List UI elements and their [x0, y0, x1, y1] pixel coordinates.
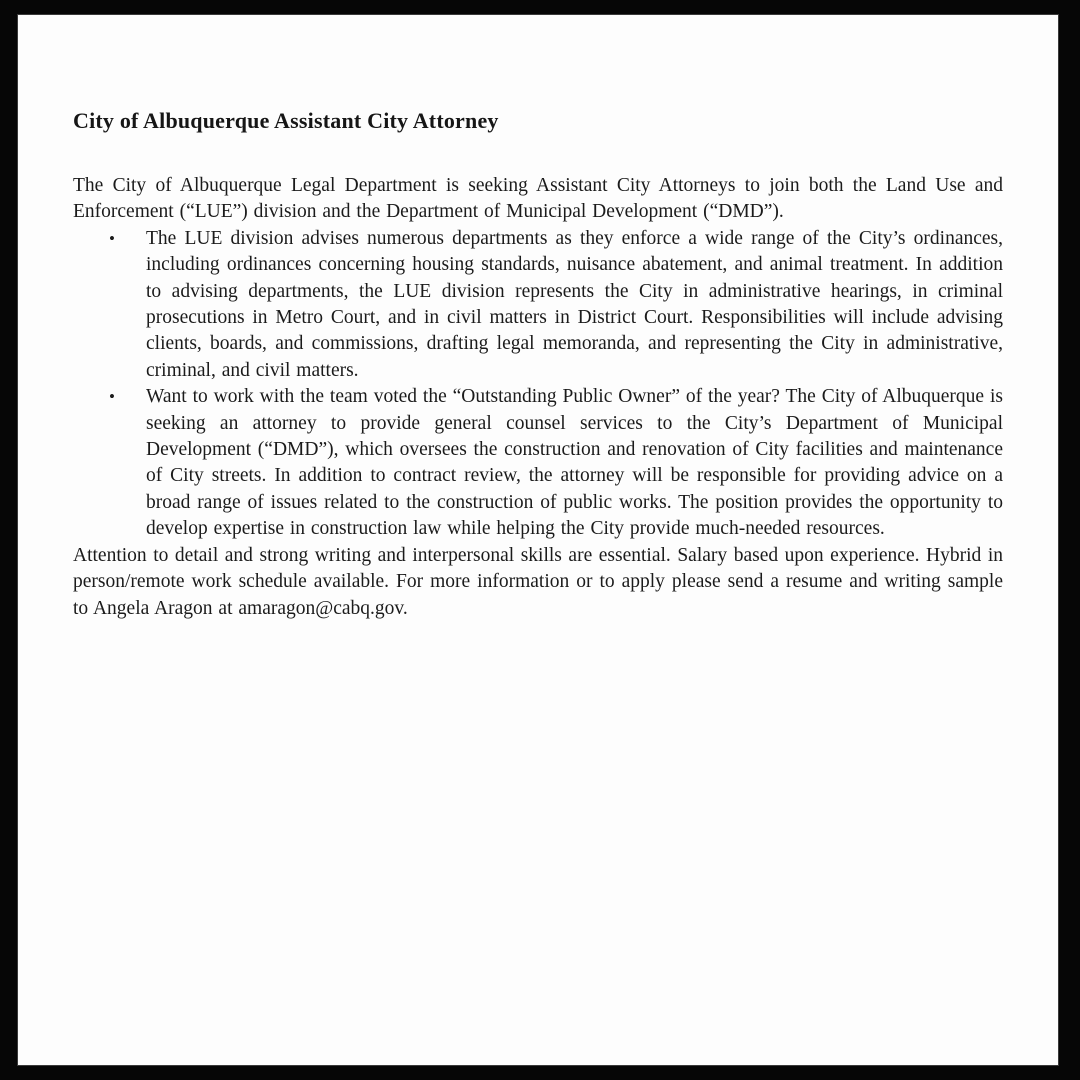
closing-paragraph: Attention to detail and strong writing and interpersonal skills are essential. Salary based upon experience. Hybrid in person/remote work schedule available. For more information or to apply please send a resume and writing sample to Angela Aragon at amaragon@cabq.gov.	[73, 544, 1003, 619]
intro-paragraph: The City of Albuquerque Legal Department is seeking Assistant City Attorneys to join both the Land Use and Enforcement (“LUE”) division and the Department of Municipal Development (“DMD”).	[73, 175, 1003, 223]
bullet-list	[73, 226, 1003, 543]
document-page	[17, 14, 1059, 1066]
document-title: City of Albuquerque Assistant City Attorney	[73, 108, 499, 133]
bullet-text: Want to work with the team voted the “Outstanding Public Owner” of the year? The City of Albuquerque is seeking an attorney to provide general counsel services to the City’s Department of Municipal Development (“DMD”), which oversees the construction and renovation of City facilities and maintenance of City streets. In addition to contract review, the attorney will be responsible for providing advice on a broad range of issues related to the construction of public works. The position provides the opportunity to develop expertise in construction law while helping the City provide much-needed resources.	[146, 386, 1003, 540]
bullet-icon: •	[109, 228, 115, 248]
list-item	[109, 384, 1003, 542]
document-body	[73, 108, 1003, 622]
list-item	[109, 226, 1003, 384]
bullet-text: The LUE division advises numerous departments as they enforce a wide range of the City’s ordinances, including ordinances concerning housing standards, nuisance abatement, and animal treatment. In addition to advising departments, the LUE division represents the City in administrative hearings, in criminal prosecutions in Metro Court, and in civil matters in District Court. Responsibilities will include advising clients, boards, and commissions, drafting legal memoranda, and representing the City in administrative, criminal, and civil matters.	[146, 227, 1003, 381]
bullet-icon: •	[109, 387, 115, 407]
